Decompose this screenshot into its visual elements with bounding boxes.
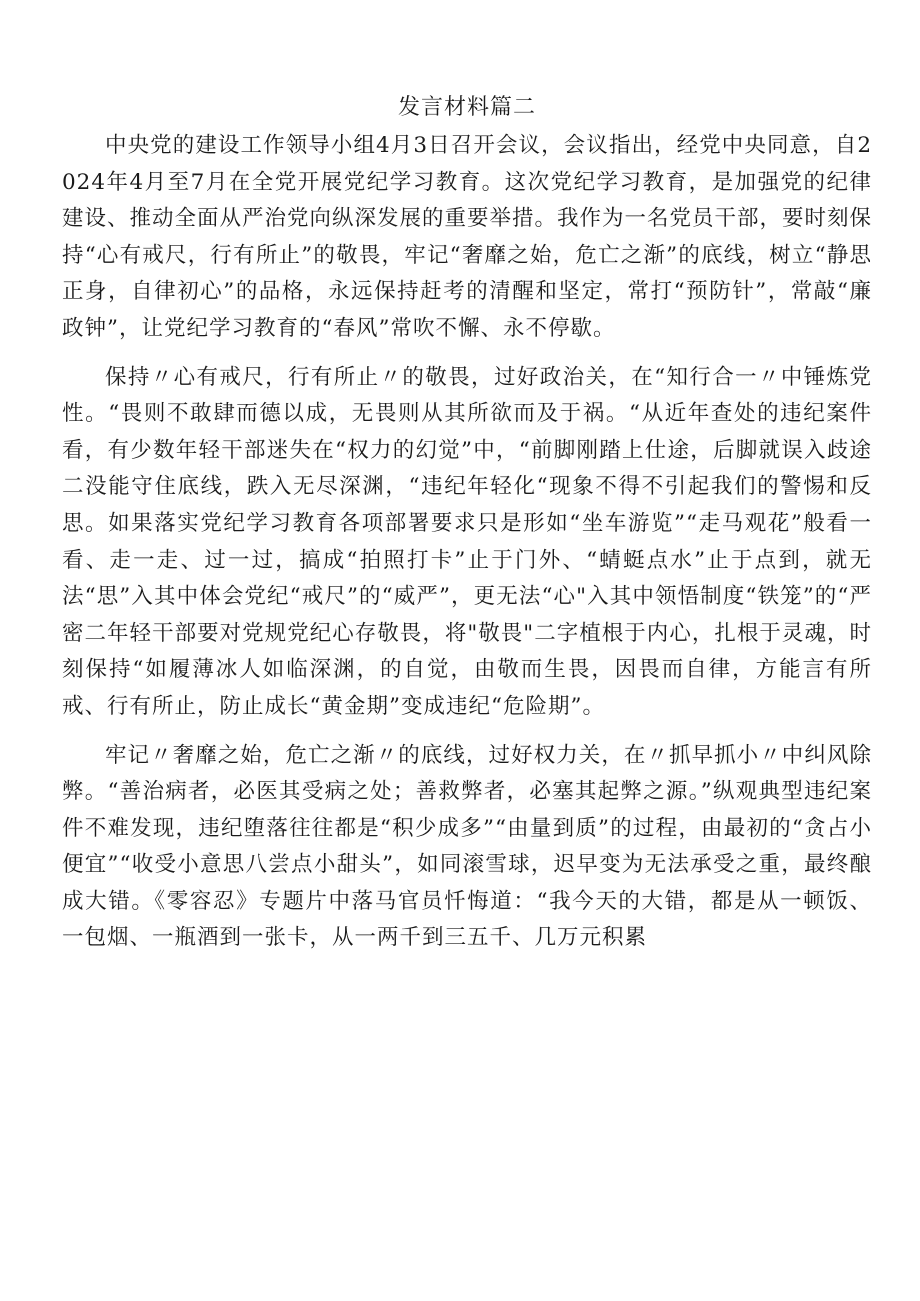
document-title: 发言材料篇二 [397,95,536,120]
paragraph-1: 中央党的建设工作领导小组4月3日召开会议，会议指出，经党中央同意，自2024年4月至7月在全党开展党纪学习教育。这次党纪学习教育，是加强党的纪律建设、推动全面从严治党向纵深发展的重要举措。我作为一名党员干部，要时刻保持“心有戒尺，行有所止”的敬畏，牢记“奢靡之始，危亡之渐”的底线，树立“静思正身，自律初心”的品格，永远保持赶考的清醒和坚定，常打“预防针”，常敲“廉政钟”，让党纪学习教育的“春风”常吹不懈、永不停歇。 [62,133,873,341]
paragraph-2: 保持〃心有戒尺，行有所止〃的敬畏，过好政治关，在“知行合一〃中锤炼党性。“畏则不敢肆而德以成，无畏则从其所欲而及于祸。“从近年查处的违纪案件看，有少数年轻干部迷失在“权力的幻觉”中，“前脚刚踏上仕途，后脚就误入歧途二没能守住底线，跌入无尽深渊，“违纪年轻化“现象不得不引起我们的警惕和反思。如果落实党纪学习教育各项部署要求只是形如“坐车游览”“走马观花”般看一看、走一走、过一过，搞成“拍照打卡”止于门外、“蜻蜓点水”止于点到，就无法“思”入其中体会党纪“戒尺”的“威严”，更无法“心"入其中领悟制度“铁笼”的“严密二年轻干部要对党规党纪心存敬畏，将"敬畏"二字植根于内心，扎根于灵魂，时刻保持“如履薄冰人如临深渊，的自觉，由敬而生畏，因畏而自律，方能言有所戒、行有所止，防止成长“黄金期”变成违纪“危险期”。 [62,364,872,719]
paragraph-3: 牢记〃奢靡之始，危亡之渐〃的底线，过好权力关，在〃抓早抓小〃中纠风除弊。“善治病者，必医其受病之处；善救弊者，必塞其起弊之源。”纵观典型违纪案件不难发现，违纪堕落往往都是“积少成多”“由量到质”的过程，由最初的“贪占小便宜”“收受小意思八尝点小甜头”，如同滚雪球，迟早变为无法承受之重，最终酿成大错。《零容忍》专题片中落马官员忏悔道：“我今天的大错，都是从一顿饭、一包烟、一瓶酒到一张卡，从一两千到三五千、几万元积累 [62,742,872,951]
